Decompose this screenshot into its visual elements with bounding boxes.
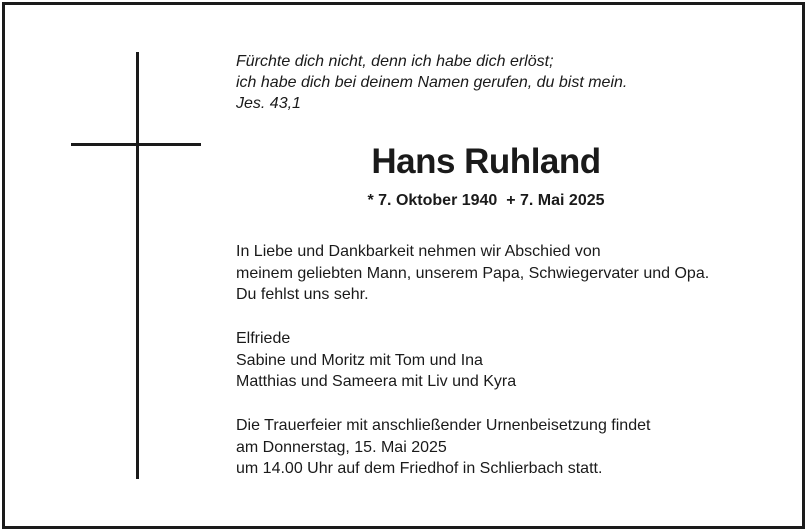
cross-horizontal-beam (71, 143, 201, 146)
verse-line: Fürchte dich nicht, denn ich habe dich erlöst; (236, 53, 554, 70)
cross-vertical-beam (136, 52, 139, 479)
deceased-name: Hans Ruhland (371, 142, 601, 181)
farewell-line: In Liebe und Dankbarkeit nehmen wir Abschied von (236, 243, 601, 260)
farewell-line: Du fehlst uns sehr. (236, 286, 369, 303)
mourners-list (236, 328, 786, 393)
service-line: am Donnerstag, 15. Mai 2025 (236, 438, 447, 456)
service-line: um 14.00 Uhr auf dem Friedhof in Schlierbach statt. (236, 460, 603, 477)
verse-reference: Jes. 43,1 (236, 95, 301, 112)
service-details (236, 415, 786, 480)
farewell-line: meinem geliebten Mann, unserem Papa, Schwiegervater und Opa. (236, 264, 710, 282)
farewell-message (236, 241, 786, 306)
service-line: Die Trauerfeier mit anschließender Urnenbeisetzung findet (236, 417, 651, 434)
verse-line: ich habe dich bei deinem Namen gerufen, du bist mein. (236, 74, 628, 91)
life-dates: * 7. Oktober 1940 + 7. Mai 2025 (367, 192, 605, 209)
mourner-line: Matthias und Sameera mit Liv und Kyra (236, 373, 517, 390)
mourner-line: Elfriede (236, 330, 291, 347)
mourner-line: Sabine und Moritz mit Tom und Ina (236, 351, 483, 369)
bible-verse (236, 51, 776, 114)
